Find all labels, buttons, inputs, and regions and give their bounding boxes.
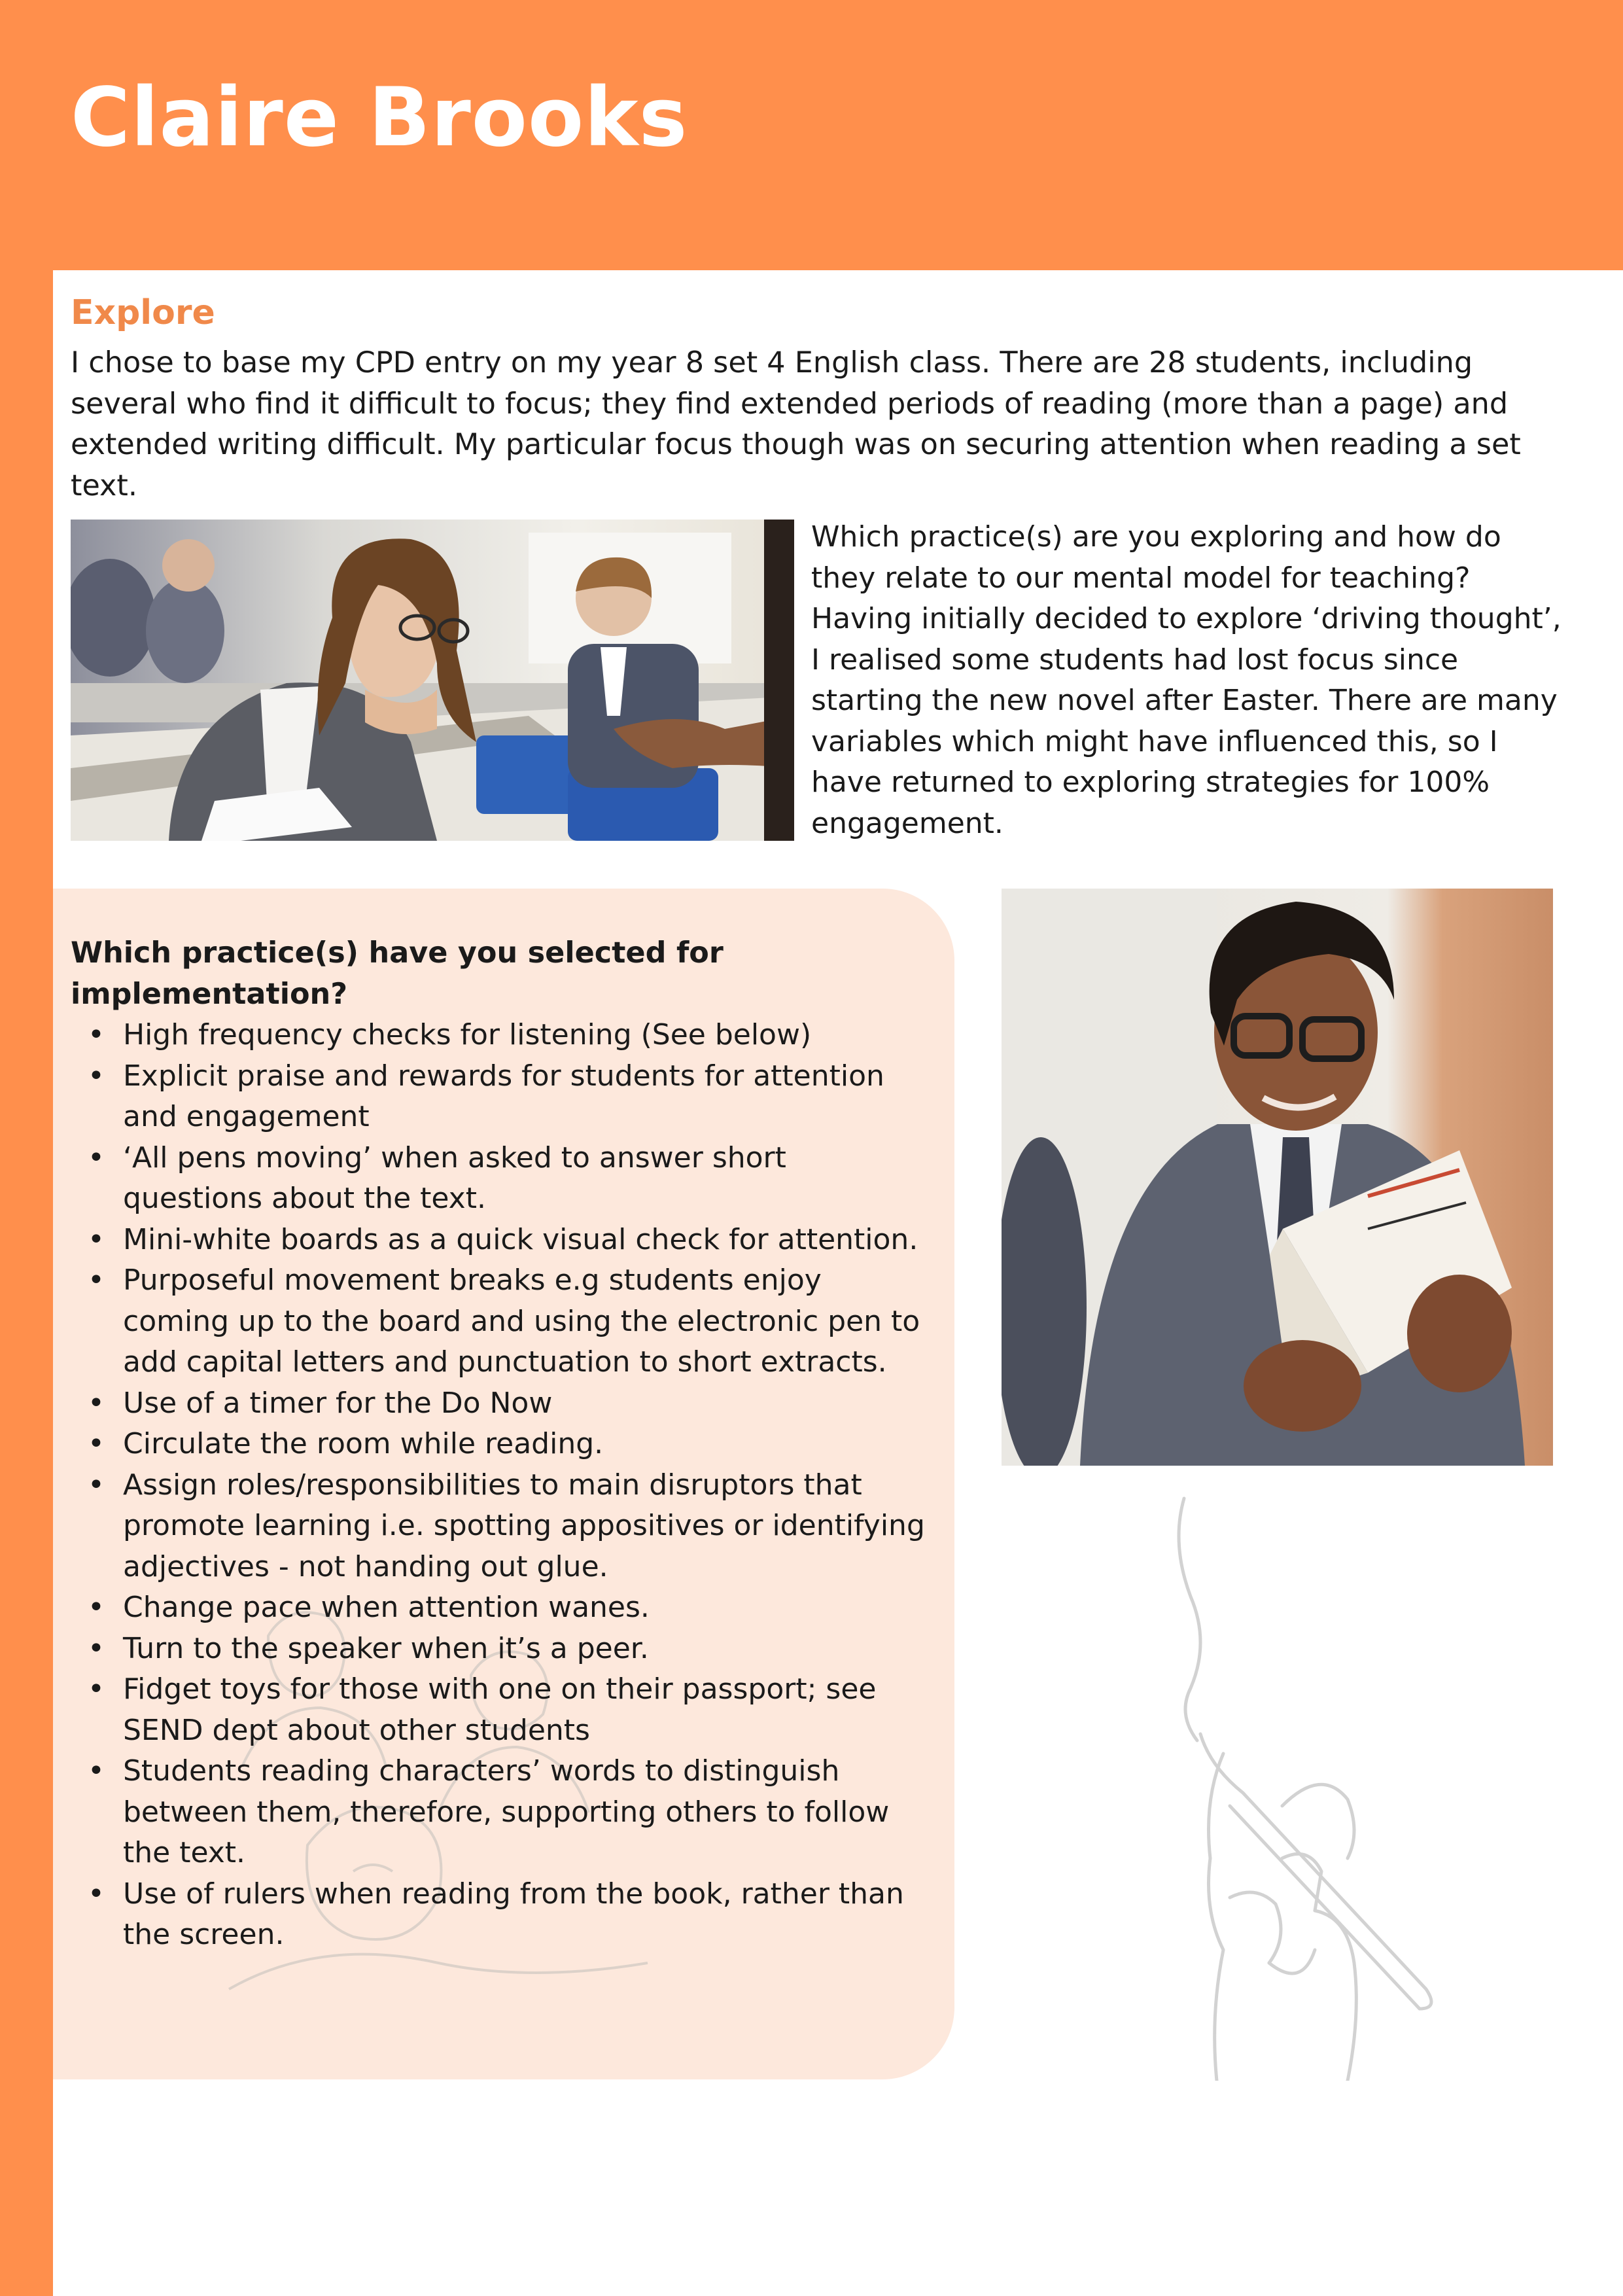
list-item-text: Change pace when attention wanes. [123,1591,650,1624]
list-item [71,1260,934,1383]
list-item [71,1138,934,1220]
left-accent-bar [0,270,53,2296]
bullet-icon: • [88,1263,105,1297]
classroom-photo [71,520,794,841]
list-item [71,1220,934,1261]
list-item-text: Purposeful movement breaks e.g students enjoy coming up to the board and using the electronic pen to add capital letters and punctuation to short extracts. [123,1263,920,1379]
student-reading-photo [1002,889,1553,1466]
implementation-heading: Which practice(s) have you selected for implementation? [71,936,724,1011]
list-item [71,1056,934,1138]
bullet-icon: • [88,1631,105,1665]
hand-stylus-icon [1151,1492,1465,2081]
list-item-text: Students reading characters’ words to distinguish between them, therefore, supporting others to follow the text. [123,1754,890,1869]
list-item [71,1874,934,1956]
list-item-text: Explicit praise and rewards for students for attention and engagement [123,1059,884,1133]
list-item-text: Use of rulers when reading from the book, rather than the screen. [123,1877,904,1951]
list-item [71,1424,934,1465]
list-item [71,1629,934,1670]
list-item [71,1465,934,1588]
bullet-icon: • [88,1140,105,1174]
page-header [0,0,1623,270]
list-item [71,1383,934,1424]
bullet-icon: • [88,1468,105,1502]
practice-list [71,1015,934,1956]
bullet-icon: • [88,1018,105,1051]
page-title: Claire Brooks [71,71,688,165]
list-item-text: High frequency checks for listening (See below) [123,1018,812,1051]
bullet-icon: • [88,1386,105,1420]
list-item-text: ‘All pens moving’ when asked to answer short questions about the text. [123,1140,786,1215]
exploring-practice-text: Which practice(s) are you exploring and how do they relate to our mental model for teaching? Having initially decided to explore ‘driving thought’, I realised some students had lost focus since starting the new novel after Easter. There are many variables which might have influenced this, so I have returned to exploring strategies for 100% engagement. [811,520,1562,840]
list-item [71,1015,934,1056]
bullet-icon: • [88,1427,105,1460]
list-item [71,1751,934,1874]
list-item-text: Assign roles/responsibilities to main disruptors that promote learning i.e. spotting appositives or identifying adjectives - not handing out glue. [123,1468,925,1583]
bullet-icon: • [88,1591,105,1624]
list-item-text: Use of a timer for the Do Now [123,1386,553,1420]
list-item-text: Circulate the room while reading. [123,1427,604,1460]
bullet-icon: • [88,1059,105,1093]
bullet-icon: • [88,1222,105,1256]
list-item [71,1587,934,1629]
list-item-text: Turn to the speaker when it’s a peer. [123,1631,649,1665]
bullet-icon: • [88,1754,105,1788]
list-item-text: Mini-white boards as a quick visual check for attention. [123,1222,918,1256]
bullet-icon: • [88,1877,105,1911]
explore-intro: I chose to base my CPD entry on my year 8 set 4 English class. There are 28 students, including several who find it difficult to focus; they find extended periods of reading (more than a page) and extended writing difficult. My particular focus though was on securing attention when reading a set text. [71,346,1521,503]
bullet-icon: • [88,1672,105,1706]
list-item-text: Fidget toys for those with one on their passport; see SEND dept about other students [123,1672,877,1747]
list-item [71,1669,934,1751]
explore-heading: Explore [71,293,215,332]
